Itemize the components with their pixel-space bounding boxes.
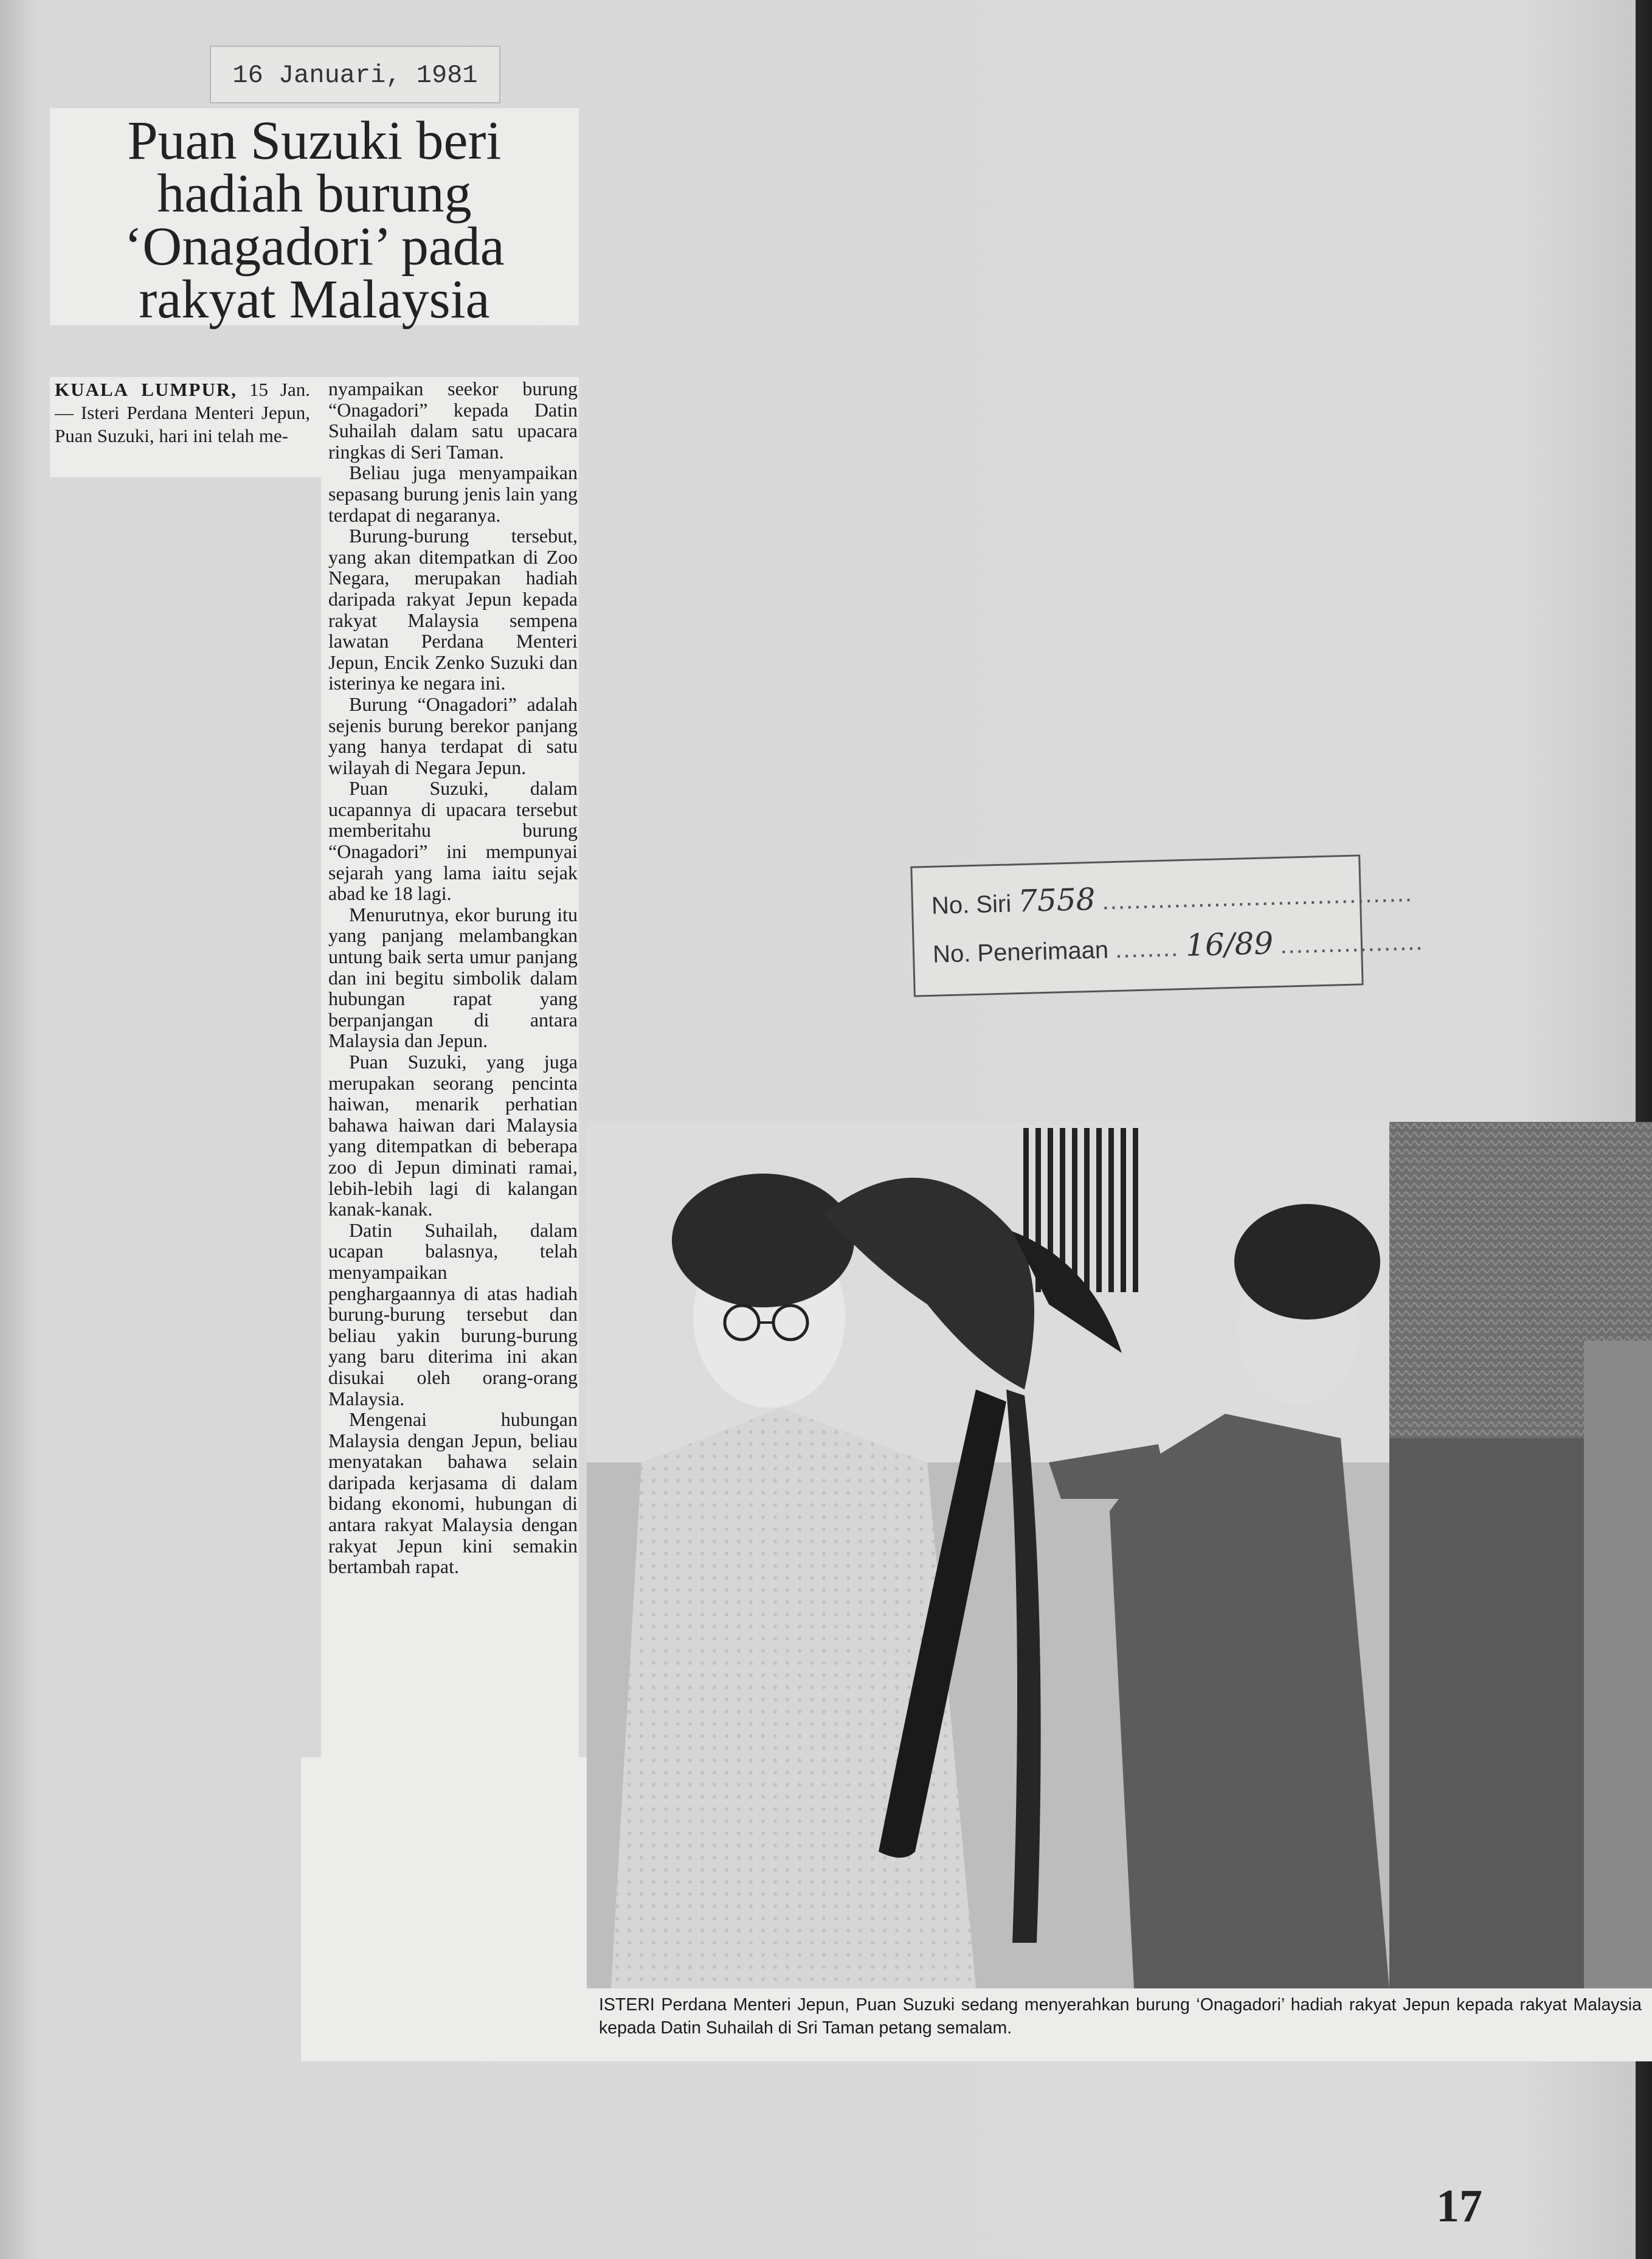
article-paragraph: Mengenai hubungan Malaysia dengan Jepun, beliau menyatakan bahawa selain daripada kerjasama di dalam bidang ekonomi, hubungan di antara rakyat Malaysia dengan rakyat Jepun kini semakin bertambah rapat. <box>328 1408 578 1578</box>
stamp-penerimaan-label: No. Penerimaan <box>932 936 1109 968</box>
dateline-place: KUALA LUMPUR, <box>55 379 237 400</box>
stamp-penerimaan-row: No. Penerimaan ........ 16/89 .................. <box>932 925 1424 968</box>
archive-stamp <box>910 854 1424 997</box>
article-paragraph: Burung “Onagadori” adalah sejenis burung berekor panjang yang hanya terdapat di satu wilayah di Negara Jepun. <box>328 693 578 778</box>
page-number: 17 <box>1436 2181 1482 2232</box>
headline: Puan Suzuki beri hadiah burung ‘Onagadori’ pada rakyat Malaysia <box>124 111 505 330</box>
photo-caption: ISTERI Perdana Menteri Jepun, Puan Suzuki sedang menyerahkan burung ‘Onagadori’ hadiah rakyat Jepun kepada rakyat Malaysia kepada Datin Suhailah di Sri Taman petang semalam. <box>599 1995 1642 2038</box>
article-paragraph: Datin Suhailah, dalam ucapan balasnya, telah menyampaikan penghargaannya di atas hadiah burung-burung tersebut dan beliau yakin burung-burung yang baru diterima ini akan disukai oleh orang-orang Malaysia. <box>328 1219 578 1410</box>
article-paragraph: Menurutnya, ekor burung itu yang panjang melambangkan untung baik serta umur panjang dan ini begitu simbolik dalam hubungan rapat yang berpanjangan di antara Malaysia dan Jepun. <box>328 903 578 1052</box>
article-column-clipping-lower <box>301 1757 587 2061</box>
article-paragraph: Burung-burung tersebut, yang akan ditempatkan di Zoo Negara, merupakan hadiah daripada rakyat Jepun kepada rakyat Malaysia sempena lawatan Perdana Menteri Jepun, Encik Zenko Suzuki dan isterinya ke negara ini. <box>328 525 578 694</box>
article-dateline <box>55 378 310 448</box>
article-paragraph: Beliau juga menyampaikan sepasang burung jenis lain yang terdapat di negaranya. <box>328 462 578 526</box>
stamp-siri-value: 7558 <box>1017 881 1096 919</box>
stamp-siri-row: No. Siri 7558 ....................................... <box>931 880 1414 919</box>
article-paragraph: nyampaikan seekor burung “Onagadori” kepada Datin Suhailah dalam satu upacara ringkas di Seri Taman. <box>328 378 578 463</box>
stamp-penerimaan-value: 16/89 <box>1185 925 1274 963</box>
headline-clipping <box>50 108 579 330</box>
article-paragraph: Puan Suzuki, yang juga merupakan seorang pencinta haiwan, menarik perhatian bahawa haiwan dari Malaysia yang ditempatkan di beberapa zoo di Jepun diminati ramai, lebih-lebih lagi di kalangan kanak-kanak. <box>328 1051 578 1220</box>
article-body <box>328 378 578 1577</box>
photo-illustration <box>587 1122 1652 1988</box>
date-label: 16 Januari, 1981 <box>210 46 500 103</box>
news-photo <box>587 1122 1652 1988</box>
stamp-siri-label: No. Siri <box>931 890 1012 919</box>
article-paragraph: Puan Suzuki, dalam ucapannya di upacara tersebut memberitahu burung “Onagadori” ini mempunyai sejarah yang lama iaitu sejak abad ke 18 lagi. <box>328 777 578 905</box>
article-lead: 15 Jan. — Isteri Perdana Menteri Jepun, Puan Suzuki, hari ini telah me- <box>55 379 311 446</box>
